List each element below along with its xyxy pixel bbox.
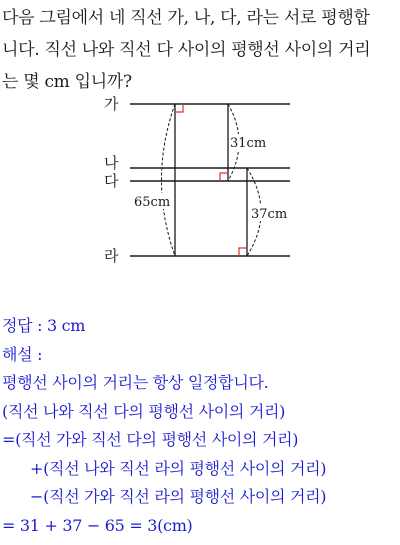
label-na: 나: [104, 154, 119, 172]
question-line-3: 는 몇 cm 입니까?: [2, 72, 132, 92]
measure-31cm: 31cm: [230, 136, 267, 151]
explanation-line-6: = 31 + 37 − 65 = 3(cm): [2, 515, 193, 535]
label-da: 다: [104, 172, 119, 190]
explanation-line-2: (직선 나와 직선 다의 평행선 사이의 거리): [2, 401, 286, 421]
explanation-title: 해설 :: [2, 344, 43, 364]
answer-section: [2, 312, 398, 540]
brace-65: [162, 104, 176, 256]
explanation-line-5: −(직선 가와 직선 라의 평행선 사이의 거리): [30, 487, 327, 506]
measure-65cm: 65cm: [134, 195, 171, 210]
label-ga: 가: [104, 95, 119, 113]
right-angle-mark-top: [175, 104, 183, 112]
measure-37cm: 37cm: [251, 207, 288, 222]
parallel-lines-figure: [100, 90, 300, 270]
explanation-line-4: +(직선 나와 직선 라의 평행선 사이의 거리): [30, 458, 327, 478]
right-angle-mark-middle: [220, 173, 228, 181]
label-ra: 라: [104, 247, 119, 265]
explanation-line-1: 평행선 사이의 거리는 항상 일정합니다.: [2, 373, 269, 392]
right-angle-mark-bottom: [239, 248, 247, 256]
explanation-line-3: =(직선 가와 직선 다의 평행선 사이의 거리): [2, 430, 299, 449]
question-line-1: 다음 그림에서 네 직선 가, 나, 다, 라는 서로 평행합: [2, 8, 370, 28]
question-text: [2, 2, 398, 98]
question-line-2: 니다. 직선 나와 직선 다 사이의 평행선 사이의 거리: [2, 40, 371, 60]
answer-line: 정답 : 3 cm: [2, 316, 86, 335]
